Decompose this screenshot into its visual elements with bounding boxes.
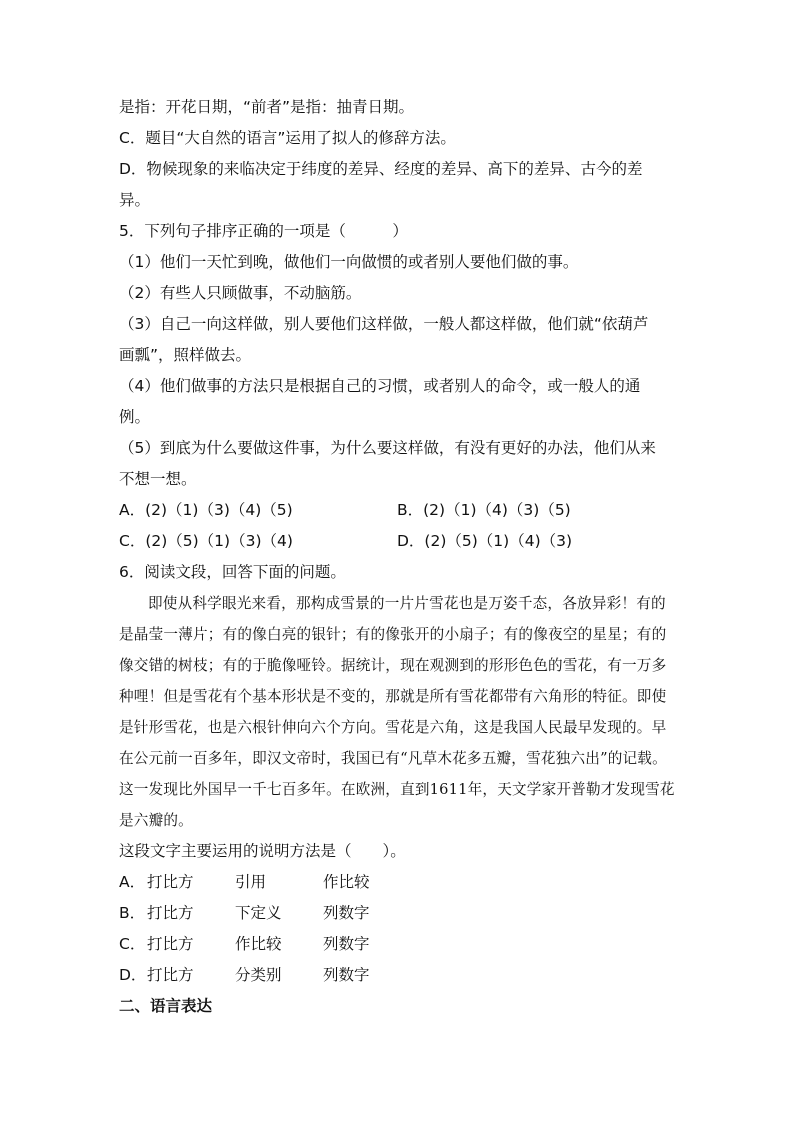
choice-method-1: 打比方: [147, 935, 194, 953]
choice-method-1: 打比方: [147, 873, 194, 891]
document-content: [119, 92, 679, 1022]
q5-option-a: A．(2)（1)（3)（4)（5): [119, 501, 293, 519]
q5-sentence-4-continuation: 例。: [119, 408, 151, 426]
q5-option-c: C．(2)（5)（1)（3)（4): [119, 532, 293, 550]
choice-method-2: 引用: [235, 873, 267, 891]
q5-option-d: D．(2)（5)（1)（4)（3): [397, 532, 573, 550]
choice-method-2: 分类别: [235, 966, 282, 984]
q4-option-c: C．题目“大自然的语言”运用了拟人的修辞方法。: [119, 129, 456, 147]
q6-passage: 即使从科学眼光来看，那构成雪景的一片片雪花也是万姿千态，各放异彩！有的是晶莹一薄片；有的像白亮的银针；有的像张开的小扇子；有的像夜空的星星；有的像交错的树枝；有的于脆像哑铃。据统计，现在观测到的形形色色的雪花，有一万多种哩！但是雪花有个基本形状是不变的，那就是所有雪花都带有六角形的特征。即使是针形雪花，也是六根针伸向六个方向。雪花是六角，这是我国人民最早发现的。早在公元前一百多年，即汉文帝时，我国已有“凡草木花多五瓣，雪花独六出”的记载。这一发现比外国早一千七百多年。在欧洲，直到1611年，天文学家开普勒才发现雪花是六瓣的。: [119, 595, 675, 829]
q5-sentence-3-continuation: 画瓢”，照样做去。: [119, 346, 252, 364]
q6-question: 这段文字主要运用的说明方法是（ ）。: [119, 842, 406, 860]
q5-stem: 5．下列句子排序正确的一项是（ ）: [119, 222, 408, 240]
choice-method-2: 作比较: [235, 935, 282, 953]
choice-letter: C．: [119, 935, 146, 953]
choice-letter: D．: [119, 966, 147, 984]
choice-letter: A．: [119, 873, 146, 891]
q4-option-c-continuation: 是指：开花日期，“前者”是指：抽青日期。: [119, 98, 415, 116]
q5-options-row-2: [119, 526, 679, 557]
q6-choice-d: [119, 960, 679, 991]
q4-option-d-continuation: 异。: [119, 191, 151, 209]
choice-method-3: 列数字: [323, 935, 370, 953]
q6-choice-b: [119, 898, 679, 929]
q5-sentence-5: （5）到底为什么要做这件事，为什么要这样做，有没有更好的办法，他们从来: [119, 439, 656, 457]
q6-choice-a: [119, 867, 679, 898]
choice-method-1: 打比方: [147, 966, 194, 984]
choice-method-3: 列数字: [323, 966, 370, 984]
q5-sentence-4: （4）他们做事的方法只是根据自己的习惯，或者别人的命令，或一般人的通: [119, 377, 641, 395]
q5-sentence-1: （1）他们一天忙到晚，做他们一向做惯的或者别人要他们做的事。: [119, 253, 579, 271]
q5-sentence-2: （2）有些人只顾做事，不动脑筋。: [119, 284, 362, 302]
q5-options-row-1: [119, 495, 679, 526]
section-heading: 二、语言表达: [119, 997, 213, 1015]
q5-option-b: B．(2)（1)（4)（3)（5): [397, 501, 571, 519]
q4-option-d: D．物候现象的来临决定于纬度的差异、经度的差异、高下的差异、古今的差: [119, 160, 643, 178]
q6-choice-c: [119, 929, 679, 960]
q6-stem: 6．阅读文段，回答下面的问题。: [119, 563, 346, 581]
choice-method-1: 打比方: [147, 904, 194, 922]
q5-sentence-3: （3）自己一向这样做，别人要他们这样做，一般人都这样做，他们就“依葫芦: [119, 315, 649, 333]
choice-method-2: 下定义: [235, 904, 282, 922]
choice-method-3: 列数字: [323, 904, 370, 922]
choice-method-3: 作比较: [323, 873, 370, 891]
choice-letter: B．: [119, 904, 146, 922]
q5-sentence-5-continuation: 不想一想。: [119, 470, 197, 488]
